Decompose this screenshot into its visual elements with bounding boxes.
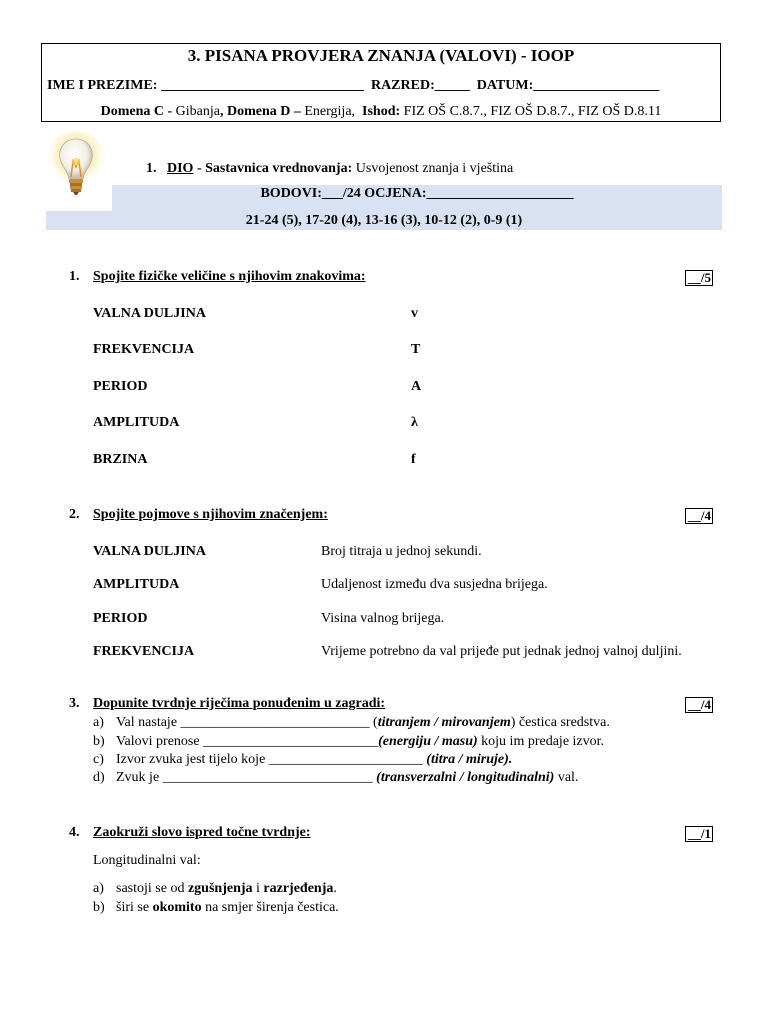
q3-title: Dopunite tvrdnje riječima ponuđenim u zagradi:: [93, 696, 386, 711]
q3-d-blank[interactable]: Zvuk je ______________________________: [116, 770, 377, 785]
q3-number: 3.: [69, 696, 80, 711]
q2-term: AMPLITUDA: [93, 577, 180, 592]
razred-label: RAZRED:: [370, 78, 435, 93]
q1-label: FREKVENCIJA: [93, 342, 195, 357]
q3-b-blank[interactable]: Valovi prenose _________________________: [116, 734, 379, 749]
q2-term: PERIOD: [93, 611, 148, 626]
q2-meaning: Vrijeme potrebno da val prijeđe put jednak jednoj valnoj duljini.: [321, 644, 682, 659]
q2-score-box[interactable]: __/4: [685, 508, 713, 524]
q3-item-a: a) Val nastaje ___________________________ (titranjem / mirovanjem) čestica sredstva.: [93, 715, 610, 730]
q2-meaning: Udaljenost između dva susjedna brijega.: [321, 577, 548, 592]
q3-item-d: d) Zvuk je ______________________________ (transverzalni / longitudinalni) val.: [93, 770, 579, 785]
domena-c-label: Domena C -: [100, 104, 173, 119]
lightbulb-icon: [46, 129, 112, 211]
datum-blank: __________________: [533, 78, 660, 93]
q2-term: FREKVENCIJA: [93, 644, 195, 659]
q1-score-box[interactable]: __/5: [685, 270, 713, 286]
razred-blank: _____: [434, 78, 470, 93]
q4-stem: Longitudinalni val:: [93, 853, 201, 868]
domain-line: Domena C - Gibanja, Domena D – Energija, Ishod: FIZ OŠ C.8.7., FIZ OŠ D.8.7., FIZ OŠ D.8.11: [100, 104, 662, 119]
ime-blank: _____________________________: [160, 78, 364, 93]
q3-score-box[interactable]: __/4: [685, 697, 713, 713]
header-box: [41, 43, 721, 122]
part-sastavnica-value: Usvojenost znanja i vještina: [355, 161, 514, 176]
q4-option-a-letter[interactable]: a): [93, 881, 104, 896]
q1-title: Spojite fizičke veličine s njihovim znakovima:: [93, 269, 366, 284]
ishod-value: FIZ OŠ C.8.7., FIZ OŠ D.8.7., FIZ OŠ D.8.11: [403, 104, 662, 119]
q3-c-blank[interactable]: Izvor zvuka jest tijelo koje ______________________: [116, 752, 427, 767]
q1-number: 1.: [69, 269, 80, 284]
q1-label: BRZINA: [93, 452, 148, 467]
grading-scale: 21-24 (5), 17-20 (4), 13-16 (3), 10-12 (2), 0-9 (1): [245, 213, 523, 228]
part-sastavnica-label: - Sastavnica vrednovanja:: [196, 161, 353, 176]
q2-number: 2.: [69, 507, 80, 522]
ime-label: IME I PREZIME:: [47, 78, 158, 93]
q2-term: VALNA DULJINA: [93, 544, 206, 559]
q3-item-b: b) Valovi prenose _________________________(energiju / masu) koju im predaje izvor.: [93, 734, 605, 749]
q4-option-a[interactable]: a) sastoji se od zgušnjenja i razrjeđenja.: [93, 881, 337, 896]
q3-item-c: c) Izvor zvuka jest tijelo koje ______________________ (titra / miruje).: [93, 752, 513, 767]
domena-c-value: Gibanja: [175, 104, 220, 119]
q1-label: VALNA DULJINA: [93, 306, 206, 321]
q4-option-b[interactable]: b) širi se okomito na smjer širenja čestica.: [93, 900, 339, 915]
test-title: 3. PISANA PROVJERA ZNANJA (VALOVI) - IOOP: [187, 46, 575, 65]
datum-label: DATUM:: [476, 78, 534, 93]
q4-option-b-letter[interactable]: b): [93, 900, 105, 915]
q1-label: AMPLITUDA: [93, 415, 180, 430]
bodovi-ocjena-line: BODOVI:___/24 OCJENA:_____________________: [260, 186, 574, 201]
part-heading: [146, 161, 513, 177]
q1-symbol: λ: [411, 415, 418, 430]
q1-symbol: v: [411, 306, 418, 321]
q4-title: Zaokruži slovo ispred točne tvrdnje:: [93, 825, 311, 840]
student-info-line: [47, 78, 717, 94]
q2-meaning: Broj titraja u jednoj sekundi.: [321, 544, 482, 559]
q2-meaning: Visina valnog brijega.: [321, 611, 445, 626]
q3-a-blank[interactable]: Val nastaje ___________________________ (: [116, 715, 378, 730]
q4-score-box[interactable]: __/1: [685, 826, 713, 842]
q1-symbol: f: [411, 452, 416, 467]
domena-d-label: Domena D –: [226, 104, 301, 119]
q2-title: Spojite pojmove s njihovim značenjem:: [93, 507, 328, 522]
ishod-label: Ishod:: [362, 104, 401, 119]
part-dio: DIO: [167, 161, 194, 176]
domena-d-value: Energija,: [304, 104, 356, 119]
q1-symbol: T: [411, 342, 421, 357]
part-number: 1.: [146, 161, 157, 176]
q1-symbol: A: [411, 379, 422, 394]
q1-label: PERIOD: [93, 379, 148, 394]
q4-number: 4.: [69, 825, 80, 840]
